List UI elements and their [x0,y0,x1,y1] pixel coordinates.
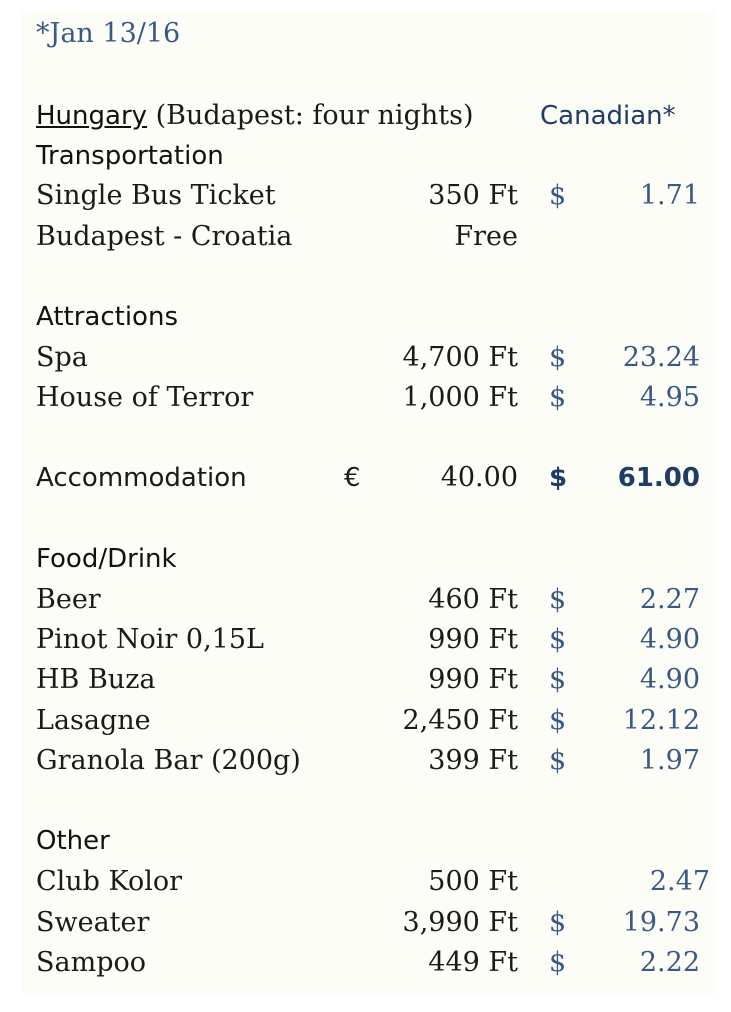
expense-row [22,622,716,658]
cad-price: 23.24 [622,342,700,373]
trip-subtitle: (Budapest: four nights) [155,100,474,131]
local-price: 40.00 [440,462,518,493]
section-title: Transportation [36,141,224,171]
local-price: 449 Ft [428,947,518,978]
local-price: Free [454,221,518,252]
local-price: 2,450 Ft [402,705,518,736]
dollar-sign: $ [549,907,567,938]
cad-price: 2.22 [639,947,700,978]
item-label: Pinot Noir 0,15L [36,624,264,655]
item-label: Budapest - Croatia [36,221,293,252]
item-label: Sampoo [36,947,146,978]
section-title: Food/Drink [36,544,177,574]
country-name: Hungary [36,101,148,131]
local-price: 990 Ft [428,664,518,695]
cad-price: 1.71 [639,180,700,211]
expense-row [22,864,716,900]
cad-price: 12.12 [622,705,700,736]
dollar-sign: $ [549,624,567,655]
cad-price: 4.90 [639,664,700,695]
expense-row [22,662,716,698]
item-label: Sweater [36,907,150,938]
dollar-sign: $ [549,664,567,695]
section-title: Attractions [36,302,178,332]
item-label: Club Kolor [36,866,183,897]
dollar-sign: $ [549,705,567,736]
accommodation-row [22,460,716,496]
cad-price: 4.90 [639,624,700,655]
euro-sign: € [344,463,361,493]
cad-price: 61.00 [617,463,700,493]
expense-row [22,582,716,618]
local-price: 399 Ft [428,745,518,776]
expense-row [22,743,716,779]
currency-column-header: Canadian* [540,101,676,131]
expense-row [22,380,716,416]
dollar-sign: $ [549,745,567,776]
expense-row [22,340,716,376]
item-label: Single Bus Ticket [36,180,276,211]
country-heading [36,98,473,134]
section-heading-food [22,541,716,577]
dollar-sign: $ [549,180,567,211]
item-label: House of Terror [36,382,254,413]
local-price: 1,000 Ft [402,382,518,413]
expense-row [22,703,716,739]
dollar-sign: $ [549,382,567,413]
dollar-sign: $ [549,947,567,978]
section-heading-attractions [22,299,716,335]
cad-price: 2.27 [639,584,700,615]
item-label: Spa [36,342,88,373]
item-label: HB Buza [36,664,156,695]
expense-row [22,905,716,941]
country-header-row [22,98,716,134]
local-price: 350 Ft [428,180,518,211]
section-heading-transportation [22,138,716,174]
cad-price: 19.73 [622,907,700,938]
expense-sheet [22,10,716,995]
item-label: Beer [36,584,101,615]
expense-row [22,945,716,981]
dollar-sign: $ [549,342,567,373]
local-price: 500 Ft [428,866,518,897]
local-price: 990 Ft [428,624,518,655]
local-price: 4,700 Ft [402,342,518,373]
section-heading-other [22,823,716,859]
item-label: Lasagne [36,705,151,736]
expense-row [22,219,716,255]
section-title: Other [36,826,110,856]
dollar-sign: $ [549,463,568,493]
item-label: Granola Bar (200g) [36,745,301,776]
cad-price: 4.95 [639,382,700,413]
cad-price: 2.47 [649,866,710,897]
dollar-sign: $ [549,584,567,615]
section-title: Accommodation [36,463,247,493]
expense-row [22,178,716,214]
date-note: *Jan 13/16 [36,18,181,49]
local-price: 460 Ft [428,584,518,615]
cad-price: 1.97 [639,745,700,776]
local-price: 3,990 Ft [402,907,518,938]
